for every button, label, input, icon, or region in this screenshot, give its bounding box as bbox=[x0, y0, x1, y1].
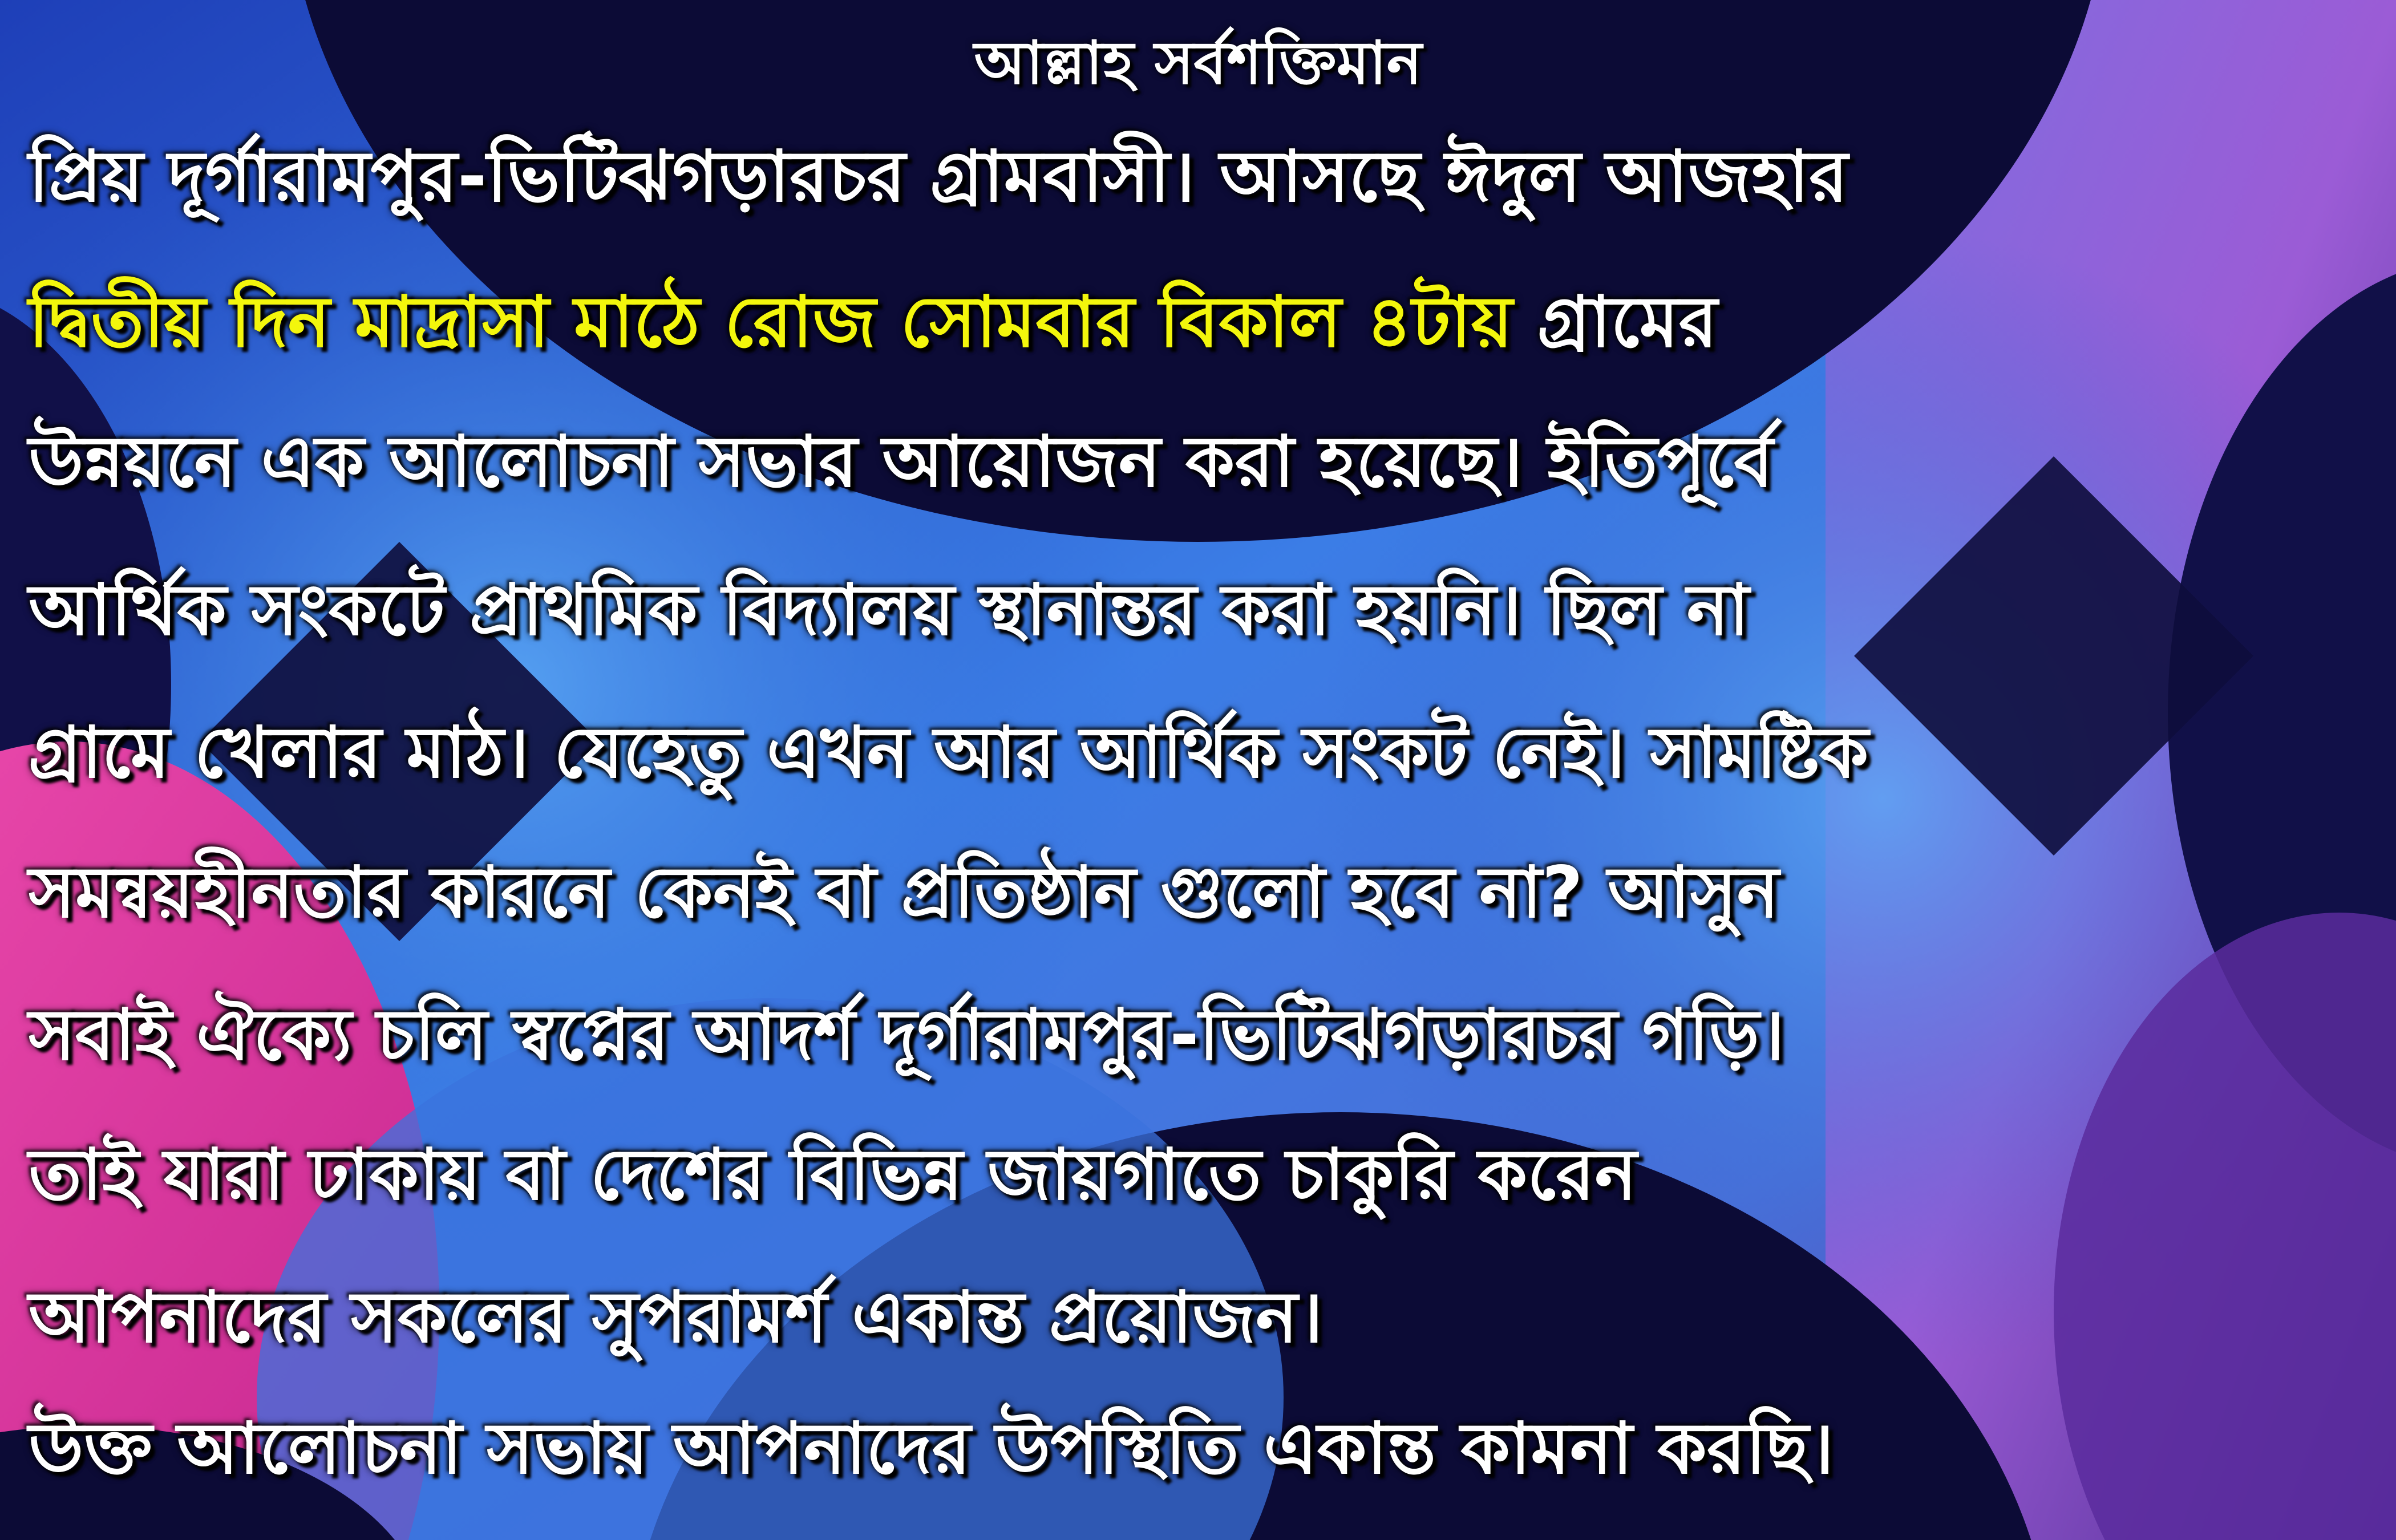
text-line-2 bbox=[29, 274, 1718, 371]
highlighted-event-details: দ্বিতীয় দিন মাদ্রাসা মাঠে রোজ সোমবার বিকাল ৪টায় bbox=[29, 281, 1513, 363]
heading: আল্লাহ সর্বশক্তিমান bbox=[974, 28, 1422, 98]
text-line-7: সবাই ঐক্যে চলি স্বপ্নের আদর্শ দূর্গারামপুর-ভিটিঝগড়ারচর গড়ি। bbox=[29, 994, 1785, 1076]
text-line-2-rest: গ্রামের bbox=[1512, 281, 1718, 363]
text-line-5: গ্রামে খেলার মাঠ। যেহেতু এখন আর আর্থিক সংকট নেই। সামষ্টিক bbox=[29, 712, 1869, 794]
text-line-4: আর্থিক সংকটে প্রাথমিক বিদ্যালয় স্থানান্তর করা হয়নি। ছিল না bbox=[29, 569, 1750, 651]
text-line-10: উক্ত আলোচনা সভায় আপনাদের উপস্থিতি একান্ত কামনা করছি। bbox=[29, 1408, 1834, 1490]
text-line-3: উন্নয়নে এক আলোচনা সভার আয়োজন করা হয়েছে। ইতিপূর্বে bbox=[29, 421, 1774, 503]
text-line-6: সমন্বয়হীনতার কারনে কেনই বা প্রতিষ্ঠান গুলো হবে না? আসুন bbox=[29, 852, 1779, 934]
text-line-9: আপনাদের সকলের সুপরামর্শ একান্ত প্রয়োজন। bbox=[29, 1276, 1324, 1359]
text-line-1: প্রিয় দূর্গারামপুর-ভিটিঝগড়ারচর গ্রামবাসী। আসছে ঈদুল আজহার bbox=[29, 136, 1848, 218]
text-line-8: তাই যারা ঢাকায় বা দেশের বিভিন্ন জায়গাতে চাকুরি করেন bbox=[29, 1134, 1637, 1216]
